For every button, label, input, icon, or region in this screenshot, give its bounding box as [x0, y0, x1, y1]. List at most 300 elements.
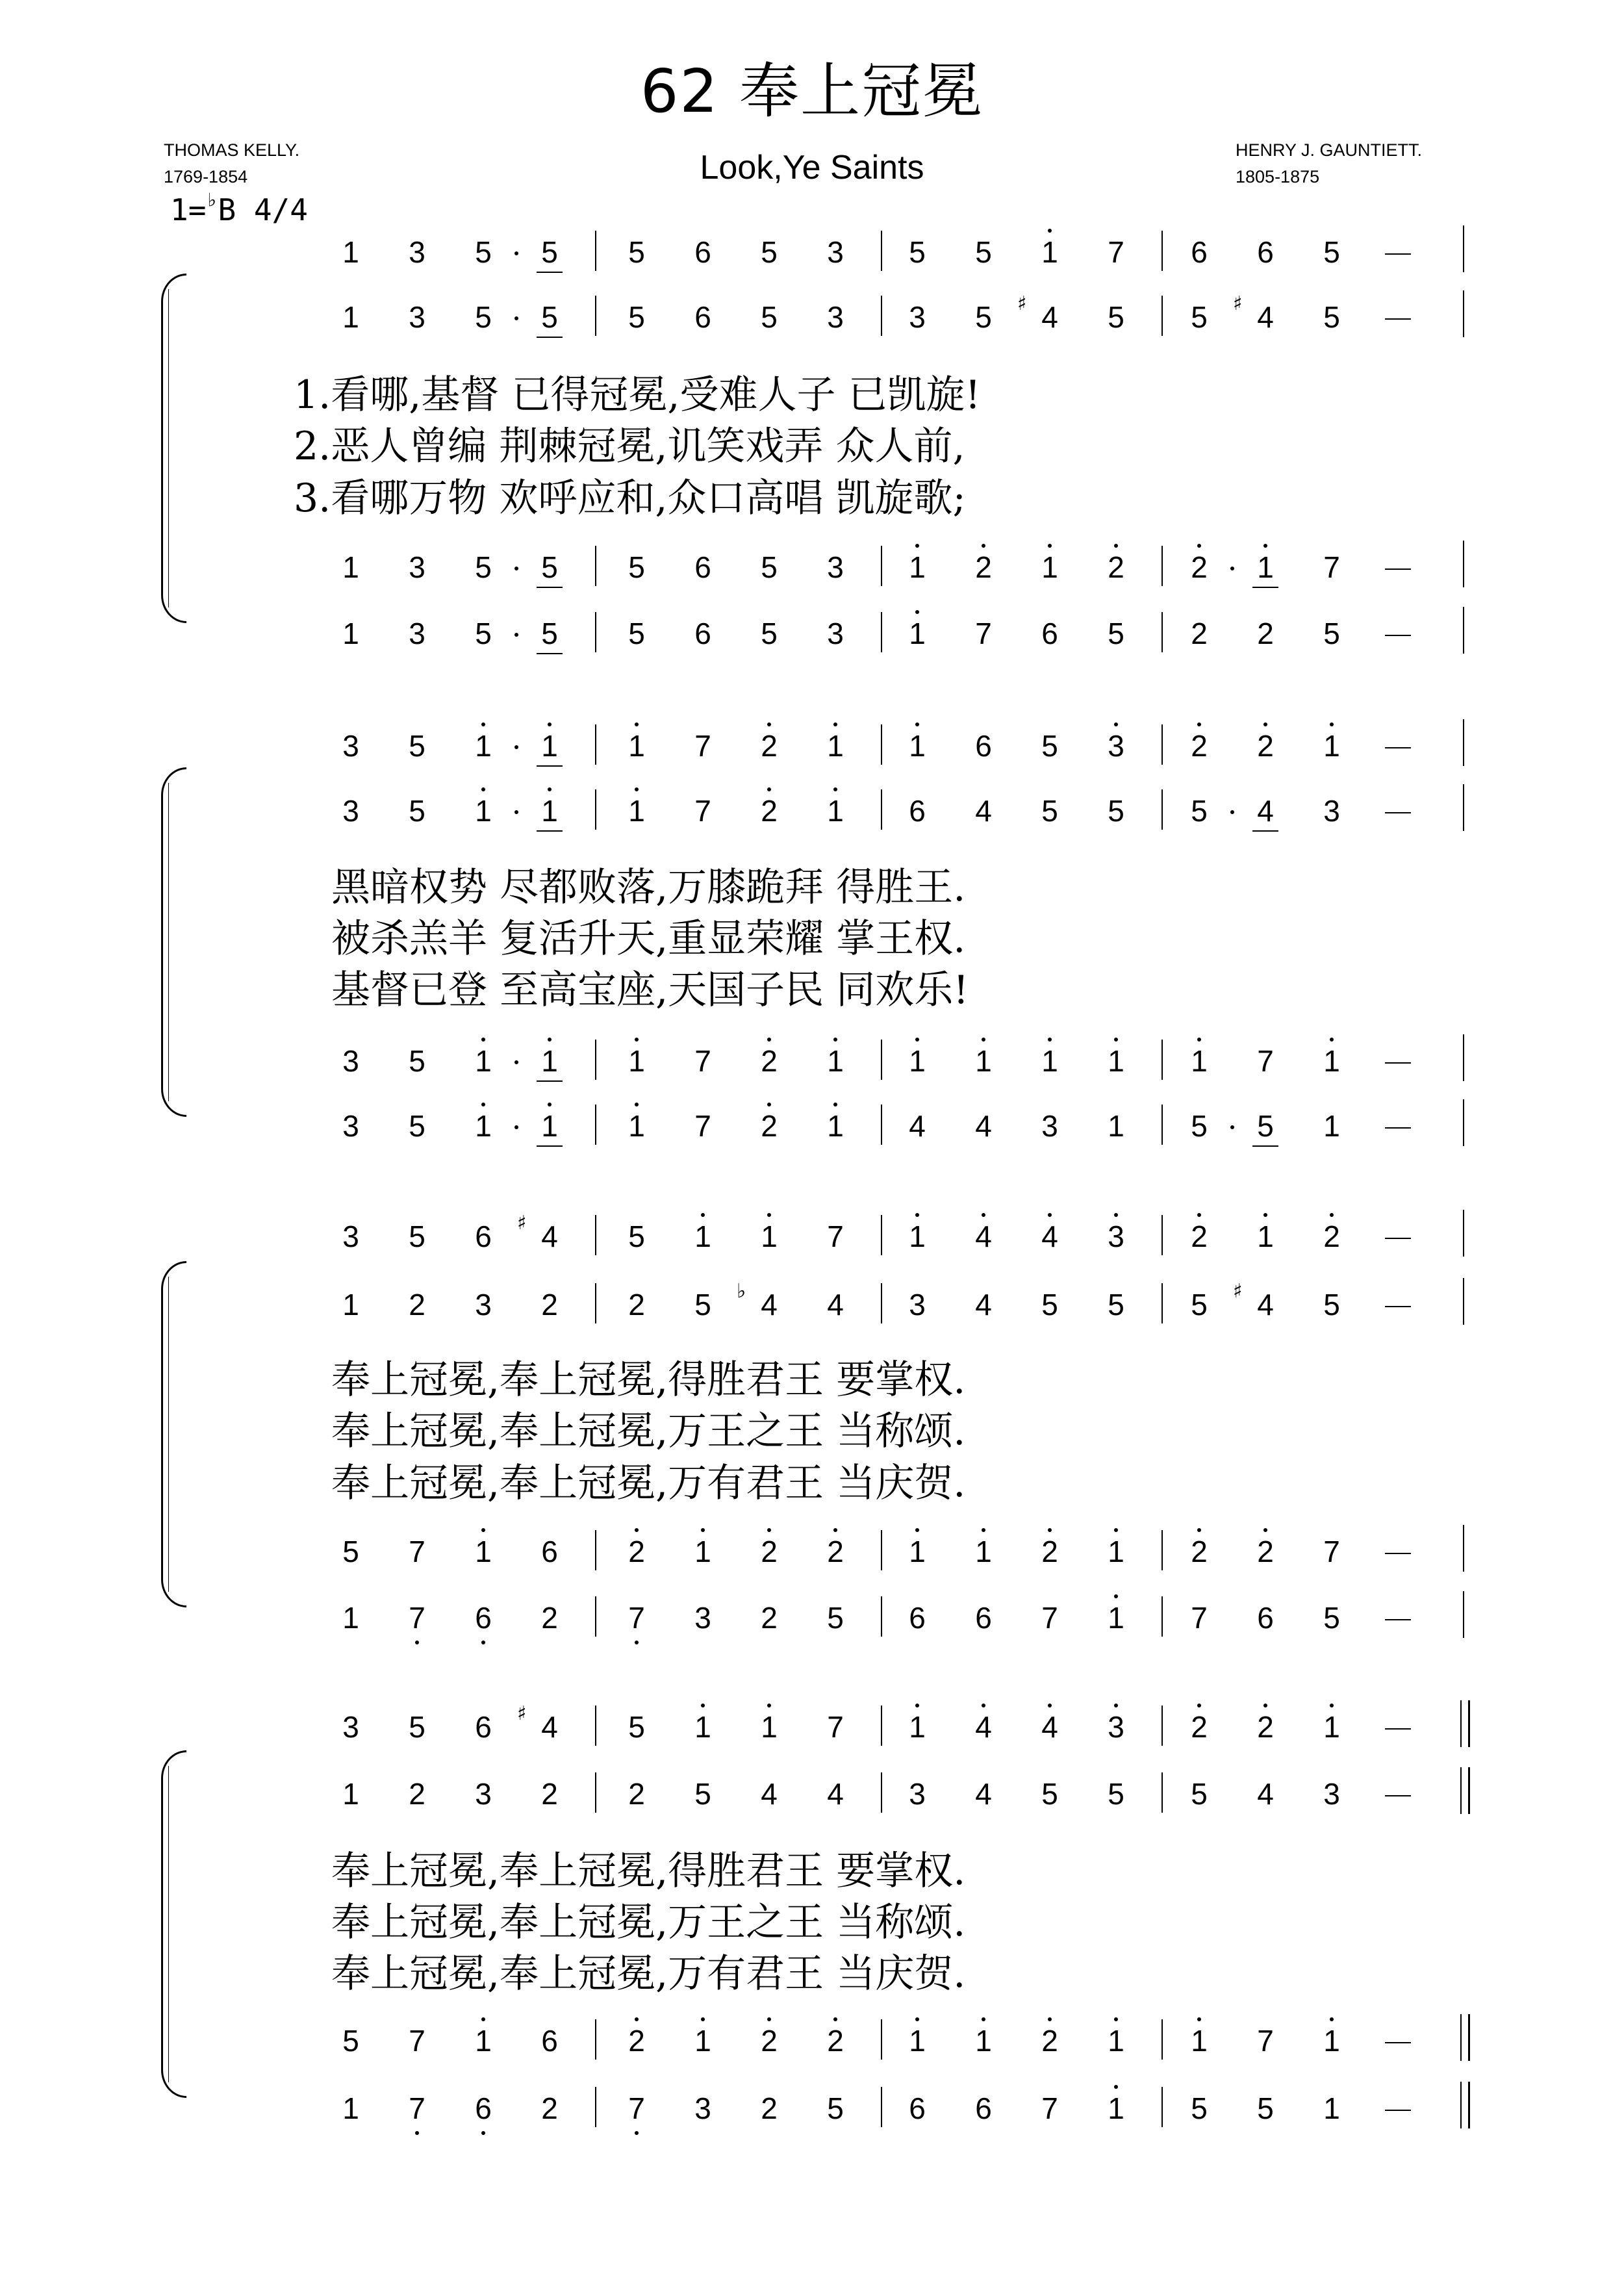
octave-up-dot — [1114, 722, 1118, 726]
octave-up-dot — [1197, 1213, 1201, 1217]
note-digit: 6 — [541, 1535, 558, 1568]
note — [750, 1712, 789, 1742]
note — [617, 237, 656, 267]
composer-name: HENRY J. GAUNTIETT. — [1236, 140, 1423, 160]
note-digit: 4 — [1041, 1710, 1058, 1744]
lyric-line-2: 被杀羔羊 复活升天,重显荣耀 掌王权. — [331, 916, 966, 962]
note — [617, 2026, 656, 2056]
note-digit: 1 — [1191, 1044, 1208, 1078]
note-digit: 1 — [827, 1044, 844, 1078]
octave-up-dot — [1263, 1213, 1267, 1217]
staff-part-4 — [0, 2093, 1624, 2139]
note-digit: 1 — [541, 794, 558, 828]
note — [1233, 292, 1285, 334]
note-digit: 1 — [628, 1044, 645, 1078]
augmentation-dot — [514, 1125, 518, 1129]
eighth-underline — [1252, 587, 1278, 588]
note — [331, 1111, 370, 1141]
note-digit: 2 — [1041, 2024, 1058, 2058]
note — [1030, 2093, 1069, 2123]
barline — [1161, 1772, 1163, 1813]
note-digit: 5 — [628, 300, 645, 334]
barline — [1463, 1278, 1464, 1325]
note — [1097, 1537, 1136, 1566]
note — [530, 1046, 569, 1076]
staff-part-4 — [0, 1603, 1624, 1648]
note — [1246, 237, 1285, 267]
note-digit: 6 — [975, 729, 992, 763]
note-digit: 1 — [1323, 729, 1340, 763]
key-signature — [170, 189, 308, 227]
note-digit: 3 — [1323, 1777, 1340, 1811]
note-digit: 3 — [1323, 794, 1340, 828]
octave-up-dot — [915, 1038, 919, 1041]
octave-up-dot — [1114, 2085, 1118, 2089]
note-digit: 1 — [909, 1535, 926, 1568]
note — [398, 619, 437, 648]
note — [1246, 552, 1285, 582]
note — [750, 302, 789, 332]
note — [1030, 731, 1069, 761]
octave-up-dot — [915, 1528, 919, 1532]
note-digit: 6 — [975, 2091, 992, 2125]
note — [750, 1221, 789, 1251]
barline — [881, 546, 882, 586]
note-digit: 1 — [342, 617, 359, 650]
system-bracket — [161, 1290, 183, 1579]
augmentation-dot — [514, 251, 518, 255]
barline — [595, 789, 596, 830]
note-digit: 1 — [1257, 1220, 1274, 1253]
note-digit: 1 — [475, 729, 492, 763]
note-digit: 1 — [975, 1044, 992, 1078]
eighth-underline — [1252, 830, 1278, 832]
octave-up-dot — [915, 2017, 919, 2021]
note-digit: 1 — [342, 300, 359, 334]
note — [1233, 1280, 1285, 1322]
octave-up-dot — [982, 1528, 985, 1532]
note-digit: 5 — [409, 1220, 425, 1253]
octave-up-dot — [833, 787, 837, 791]
note — [1312, 1603, 1351, 1633]
note — [750, 1537, 789, 1566]
note-digit: 5 — [541, 300, 558, 334]
note — [1312, 1290, 1351, 1320]
final-barline — [1460, 2082, 1470, 2128]
note — [1246, 1111, 1285, 1141]
note-digit: 1 — [975, 1535, 992, 1568]
note — [398, 552, 437, 582]
barline — [881, 1215, 882, 1255]
note-digit: 2 — [541, 2091, 558, 2125]
note — [1246, 2026, 1285, 2056]
note — [1180, 1779, 1219, 1809]
note — [1312, 2093, 1351, 2123]
note-digit: 3 — [694, 1601, 711, 1635]
note-digit: 4 — [761, 1288, 778, 1322]
note — [964, 1046, 1003, 1076]
barline — [595, 2087, 596, 2127]
note — [1097, 237, 1136, 267]
note-digit: 2 — [1257, 729, 1274, 763]
note — [1097, 552, 1136, 582]
octave-up-dot — [833, 1038, 837, 1041]
note-digit: 1 — [1108, 2024, 1124, 2058]
note — [1180, 237, 1219, 267]
note-digit: 3 — [342, 1109, 359, 1143]
barline — [1161, 1530, 1163, 1570]
note — [1312, 796, 1351, 826]
note-digit: 2 — [628, 1535, 645, 1568]
note-digit: 6 — [1257, 235, 1274, 269]
note-digit: 7 — [628, 2091, 645, 2125]
note — [517, 1212, 569, 1253]
note-digit: 1 — [1041, 235, 1058, 269]
note — [530, 619, 569, 648]
barline — [881, 296, 882, 336]
octave-up-dot — [915, 1704, 919, 1707]
octave-up-dot — [1048, 1704, 1052, 1707]
barline — [595, 231, 596, 271]
note-digit: 1 — [694, 1220, 711, 1253]
note-digit: 5 — [541, 235, 558, 269]
note-digit: 3 — [827, 235, 844, 269]
note — [1097, 731, 1136, 761]
note — [530, 2093, 569, 2123]
note — [1097, 1712, 1136, 1742]
note — [898, 1111, 937, 1141]
note-digit: 7 — [827, 1710, 844, 1744]
note-digit: 3 — [409, 550, 425, 584]
note — [331, 237, 370, 267]
note — [816, 1537, 855, 1566]
note — [398, 1603, 437, 1633]
octave-up-dot — [1330, 1213, 1334, 1217]
note — [964, 1537, 1003, 1566]
note-digit: 3 — [342, 1710, 359, 1744]
note-digit: 5 — [409, 1044, 425, 1078]
note-digit: 2 — [761, 729, 778, 763]
note — [530, 2026, 569, 2056]
eighth-underline — [537, 830, 563, 832]
note-digit: 2 — [628, 2024, 645, 2058]
note — [1312, 302, 1351, 332]
note-digit: 3 — [342, 794, 359, 828]
lyric-line-1: 奉上冠冕,奉上冠冕,得胜君王 要掌权. — [331, 1357, 966, 1403]
augmentation-dot — [1230, 810, 1234, 814]
note — [898, 796, 937, 826]
barline — [595, 1530, 596, 1570]
octave-up-dot — [1263, 1528, 1267, 1532]
note — [398, 1712, 437, 1742]
note-digit: 2 — [1257, 617, 1274, 650]
note — [331, 1221, 370, 1251]
staff-part-2 — [0, 796, 1624, 841]
sustain-dash — [1385, 1619, 1411, 1620]
note-digit: 1 — [541, 1044, 558, 1078]
note-digit: 2 — [541, 1288, 558, 1322]
note — [1097, 796, 1136, 826]
note-digit: 1 — [475, 1044, 492, 1078]
note-digit: 5 — [475, 300, 492, 334]
lyric-line-3: 基督已登 至高宝座,天国子民 同欢乐! — [331, 967, 969, 1013]
octave-up-dot — [481, 1528, 485, 1532]
note-digit: 2 — [827, 2024, 844, 2058]
barline — [595, 1772, 596, 1813]
note — [898, 1221, 937, 1251]
note-digit: 4 — [827, 1288, 844, 1322]
key-flat: ♭ — [206, 189, 218, 212]
note-digit: 6 — [1191, 235, 1208, 269]
note — [816, 552, 855, 582]
note — [1312, 1046, 1351, 1076]
note-digit: 2 — [1041, 1535, 1058, 1568]
barline — [1161, 546, 1163, 586]
note — [617, 1537, 656, 1566]
octave-up-dot — [635, 722, 639, 726]
lyric-line-2: 奉上冠冕,奉上冠冕,万王之王 当称颂. — [331, 1409, 966, 1454]
note-digit: 1 — [694, 1535, 711, 1568]
note-digit: 2 — [1191, 550, 1208, 584]
note — [898, 2093, 937, 2123]
octave-up-dot — [1114, 1704, 1118, 1707]
staff-part-1 — [0, 1212, 1624, 1267]
note-digit: 7 — [1041, 1601, 1058, 1635]
note-digit: 4 — [827, 1777, 844, 1811]
note — [331, 1046, 370, 1076]
barline — [595, 1215, 596, 1255]
note — [1180, 2026, 1219, 2056]
note-digit: 5 — [1257, 1109, 1274, 1143]
note-digit: 2 — [827, 1535, 844, 1568]
note — [964, 237, 1003, 267]
sustain-dash — [1385, 812, 1411, 813]
note-digit: 5 — [975, 300, 992, 334]
note — [331, 2026, 370, 2056]
note-digit: 7 — [1041, 2091, 1058, 2125]
barline — [1161, 296, 1163, 336]
note — [737, 1280, 789, 1322]
note-digit: 1 — [342, 1288, 359, 1322]
note-digit: 5 — [1041, 794, 1058, 828]
note — [617, 1221, 656, 1251]
note-digit: 5 — [761, 300, 778, 334]
note — [464, 1221, 503, 1251]
octave-up-dot — [1330, 722, 1334, 726]
note-digit: 5 — [1191, 1288, 1208, 1322]
note-digit: 2 — [761, 1044, 778, 1078]
barline — [1463, 1591, 1464, 1638]
octave-up-dot — [1263, 1704, 1267, 1707]
system-bracket — [161, 796, 183, 1088]
staff-part-1 — [0, 1702, 1624, 1757]
sustain-dash — [1385, 1553, 1411, 1554]
octave-up-dot — [1114, 1594, 1118, 1598]
augmentation-dot — [514, 1060, 518, 1064]
sharp-sign: ♯ — [517, 1702, 527, 1725]
lyric-line-2: 2.恶人曾编 荆棘冠冕,讥笑戏弄 众人前, — [294, 424, 965, 469]
system-bracket — [161, 302, 183, 594]
note-digit: 5 — [975, 235, 992, 269]
note — [617, 1046, 656, 1076]
barline — [595, 1283, 596, 1323]
note-digit: 6 — [694, 235, 711, 269]
note-digit: 7 — [1323, 1535, 1340, 1568]
note — [816, 1603, 855, 1633]
note-digit: 1 — [1257, 550, 1274, 584]
barline — [1161, 612, 1163, 652]
note — [816, 302, 855, 332]
note — [530, 1779, 569, 1809]
note-digit: 2 — [1191, 1710, 1208, 1744]
note-digit: 7 — [827, 1220, 844, 1253]
octave-up-dot — [915, 610, 919, 614]
note — [898, 1290, 937, 1320]
note-digit: 6 — [475, 1220, 492, 1253]
octave-up-dot — [915, 1213, 919, 1217]
note — [530, 1290, 569, 1320]
barline — [881, 1105, 882, 1145]
note-digit: 2 — [1191, 617, 1208, 650]
sustain-dash — [1385, 2110, 1411, 2111]
augmentation-dot — [514, 567, 518, 570]
note — [683, 1290, 722, 1320]
sustain-dash — [1385, 747, 1411, 748]
barline — [1463, 1034, 1464, 1081]
note — [964, 1712, 1003, 1742]
note-digit: 1 — [827, 794, 844, 828]
note-digit: 5 — [342, 2024, 359, 2058]
note — [1030, 1046, 1069, 1076]
note-digit: 1 — [628, 729, 645, 763]
note-digit: 6 — [1257, 1601, 1274, 1635]
note-digit: 2 — [1257, 1710, 1274, 1744]
bracket-inner-line — [168, 289, 169, 607]
bracket-inner-line — [168, 1277, 169, 1592]
note-digit: 5 — [1108, 1288, 1124, 1322]
bracket-inner-line — [168, 1766, 169, 2082]
note-digit: 5 — [409, 794, 425, 828]
note — [1030, 552, 1069, 582]
note — [617, 552, 656, 582]
staff-part-2 — [0, 1280, 1624, 1335]
octave-up-dot — [1197, 1528, 1201, 1532]
sustain-dash — [1385, 318, 1411, 320]
note — [898, 302, 937, 332]
note — [464, 619, 503, 648]
note — [683, 1221, 722, 1251]
barline — [881, 789, 882, 830]
note — [617, 619, 656, 648]
note — [331, 731, 370, 761]
augmentation-dot — [514, 810, 518, 814]
eighth-underline — [537, 653, 563, 654]
note-digit: 1 — [475, 794, 492, 828]
note — [1030, 1603, 1069, 1633]
note-digit: 5 — [1191, 1777, 1208, 1811]
note — [398, 1779, 437, 1809]
note — [331, 1779, 370, 1809]
note — [331, 2093, 370, 2123]
note-digit: 3 — [342, 729, 359, 763]
note — [530, 1603, 569, 1633]
sustain-dash — [1385, 1127, 1411, 1129]
lyric-line-2: 奉上冠冕,奉上冠冕,万王之王 当称颂. — [331, 1900, 966, 1945]
note — [898, 552, 937, 582]
note — [464, 1712, 503, 1742]
note — [964, 2026, 1003, 2056]
note-digit: 1 — [909, 2024, 926, 2058]
note-digit: 7 — [409, 2024, 425, 2058]
note — [683, 796, 722, 826]
final-barline — [1460, 1767, 1470, 1814]
note-digit: 4 — [1257, 300, 1274, 334]
note — [530, 1537, 569, 1566]
note-digit: 5 — [409, 1109, 425, 1143]
note-digit: 1 — [909, 729, 926, 763]
note — [1246, 1537, 1285, 1566]
note-digit: 1 — [342, 1601, 359, 1635]
barline — [595, 1706, 596, 1746]
note — [1030, 796, 1069, 826]
note — [517, 1702, 569, 1744]
octave-up-dot — [548, 722, 552, 726]
note-digit: 3 — [827, 300, 844, 334]
note-digit: 1 — [761, 1710, 778, 1744]
note — [1246, 1712, 1285, 1742]
note — [964, 619, 1003, 648]
note — [398, 796, 437, 826]
note — [898, 2026, 937, 2056]
note — [816, 2026, 855, 2056]
octave-up-dot — [1048, 2017, 1052, 2021]
note — [898, 1603, 937, 1633]
octave-down-dot — [481, 2131, 485, 2135]
note — [683, 1712, 722, 1742]
note — [1097, 2026, 1136, 2056]
note-digit: 4 — [1257, 794, 1274, 828]
sustain-dash — [1385, 2042, 1411, 2043]
note — [683, 1779, 722, 1809]
note-digit: 7 — [409, 1601, 425, 1635]
octave-up-dot — [915, 722, 919, 726]
note-digit: 6 — [694, 550, 711, 584]
octave-up-dot — [635, 787, 639, 791]
note-digit: 5 — [1323, 235, 1340, 269]
note — [1180, 2093, 1219, 2123]
octave-up-dot — [548, 787, 552, 791]
note — [1030, 1111, 1069, 1141]
octave-up-dot — [833, 2017, 837, 2021]
note — [1246, 731, 1285, 761]
barline — [595, 612, 596, 652]
barline — [595, 1105, 596, 1145]
note — [964, 796, 1003, 826]
note — [1097, 1111, 1136, 1141]
note-digit: 5 — [761, 617, 778, 650]
note-digit: 7 — [1257, 2024, 1274, 2058]
note — [1180, 302, 1219, 332]
note-digit: 2 — [1323, 1220, 1340, 1253]
note — [1312, 552, 1351, 582]
staff-part-3 — [0, 2026, 1624, 2071]
note — [464, 731, 503, 761]
note — [464, 1111, 503, 1141]
note — [1180, 1603, 1219, 1633]
octave-up-dot — [1048, 544, 1052, 548]
barline — [881, 724, 882, 765]
note — [1097, 1290, 1136, 1320]
